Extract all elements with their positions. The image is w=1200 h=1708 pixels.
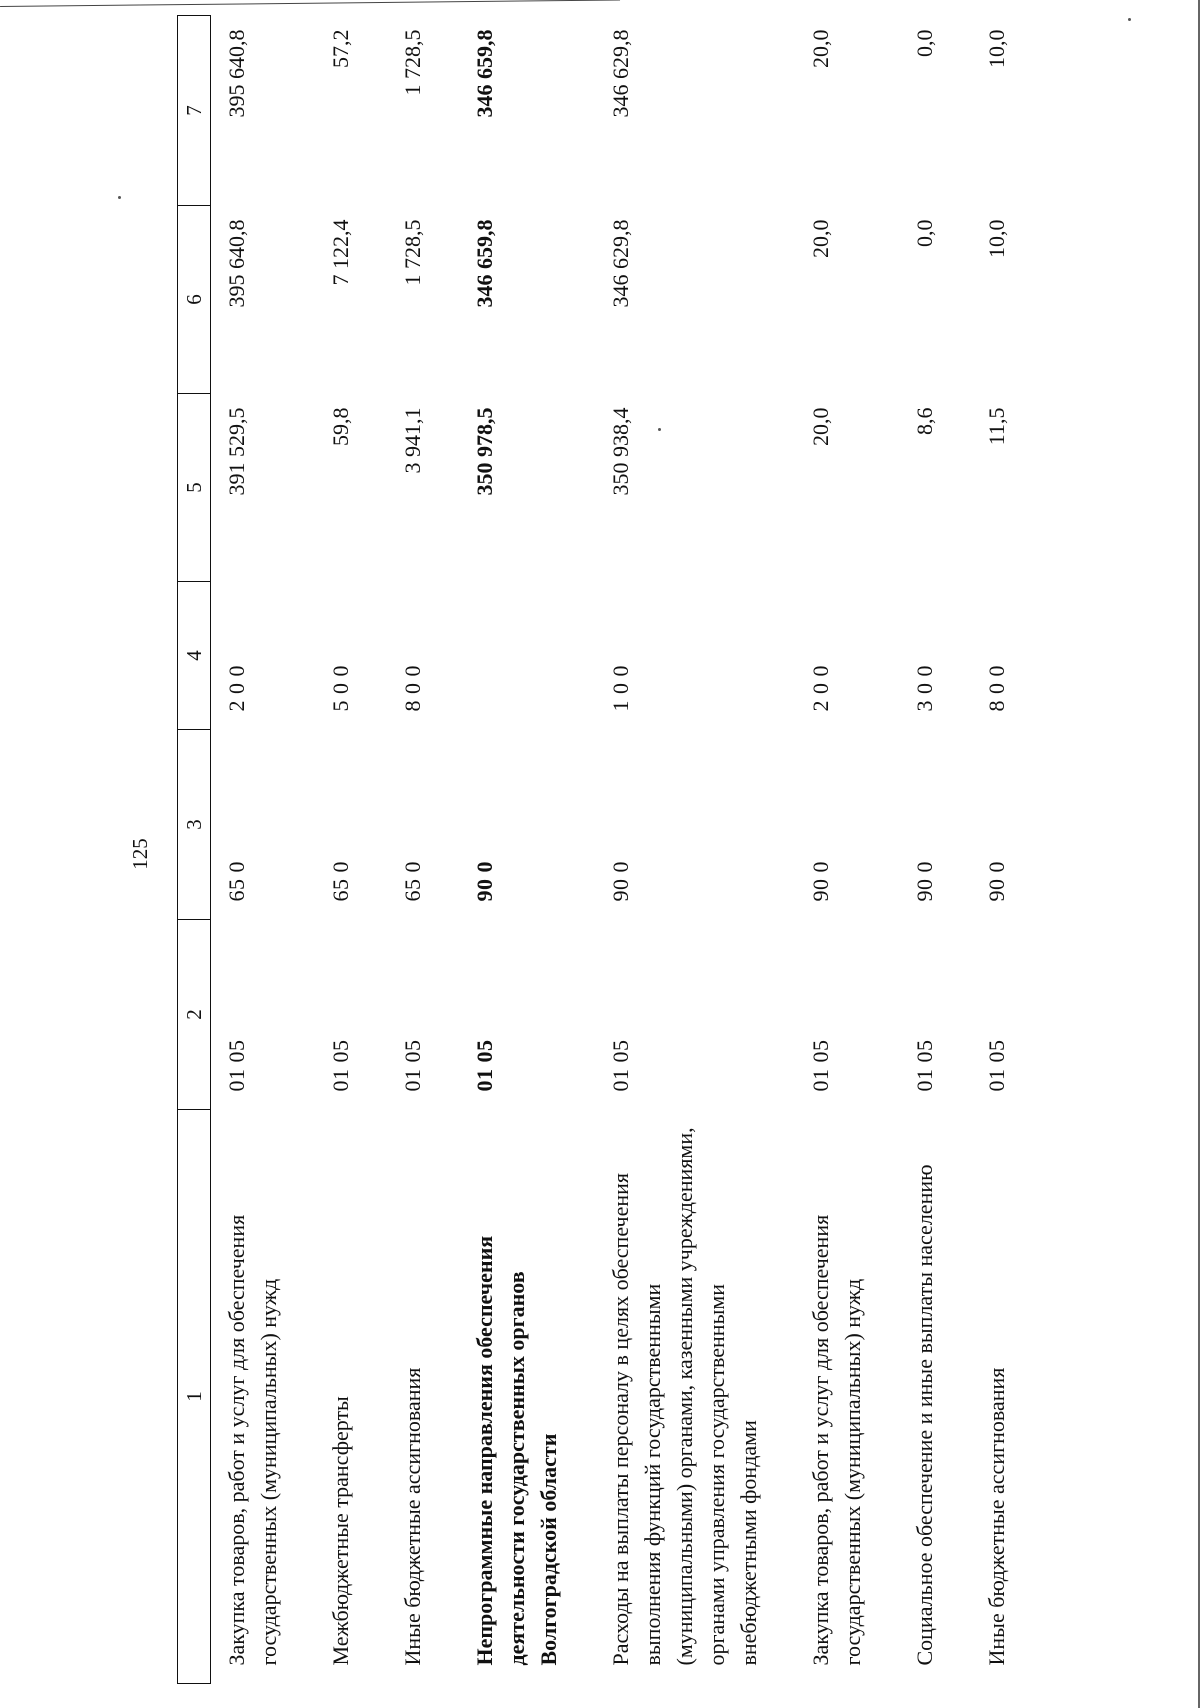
row-col5: 350 938,4 — [608, 407, 633, 496]
row-expense-type: 5 0 0 — [328, 665, 353, 712]
row-col5: 350 978,5 — [472, 407, 497, 496]
row-section: 01 05 — [472, 1039, 497, 1092]
row-name: Межбюджетные трансферты — [328, 1396, 353, 1666]
row-col7: 395 640,8 — [224, 29, 249, 118]
row-expense-type — [469, 582, 605, 730]
row-target: 65 0 — [328, 861, 353, 902]
row-target: 90 0 — [912, 861, 937, 902]
row-section: 01 05 — [224, 1039, 249, 1092]
table-row — [805, 16, 909, 1684]
row-section: 01 05 — [608, 1039, 633, 1092]
row-expense-type: 2 0 0 — [808, 665, 833, 712]
row-section: 01 05 — [808, 1039, 833, 1092]
row-expense-type: 3 0 0 — [912, 665, 937, 712]
row-target: 65 0 — [400, 861, 425, 902]
scan-speck — [118, 196, 121, 199]
header-col-3: 3 — [178, 730, 211, 920]
row-expense-type: 2 0 0 — [224, 665, 249, 712]
row-name: Закупка товаров, работ и услуг для обеспечения государственных (муниципальных) нужд — [808, 1214, 865, 1666]
header-col-7: 7 — [178, 16, 211, 206]
row-col6: 395 640,8 — [224, 219, 249, 308]
row-col7: 20,0 — [808, 29, 833, 68]
row-expense-type: 1 0 0 — [608, 665, 633, 712]
row-col6: 7 122,4 — [328, 219, 353, 286]
row-col6: 346 659,8 — [472, 219, 497, 308]
row-name: Иные бюджетные ассигнования — [400, 1367, 425, 1666]
header-col-4: 4 — [178, 582, 211, 730]
row-target: 65 0 — [224, 861, 249, 902]
header-col-1: 1 — [178, 1110, 211, 1684]
scan-page-edge-top — [0, 0, 620, 7]
budget-table — [177, 15, 1037, 1684]
row-section: 01 05 — [984, 1039, 1009, 1092]
row-col5: 3 941,1 — [400, 407, 425, 474]
row-expense-type: 8 0 0 — [984, 665, 1009, 712]
header-col-5: 5 — [178, 394, 211, 582]
row-name: Иные бюджетные ассигнования — [984, 1367, 1009, 1666]
row-target: 90 0 — [808, 861, 833, 902]
row-target: 90 0 — [472, 861, 497, 902]
row-target: 90 0 — [984, 861, 1009, 902]
row-name: Социальное обеспечение и иные выплаты населению — [912, 1164, 937, 1666]
row-name: Непрограммные направления обеспечения деятельности государственных органов Волгоградской области — [472, 1235, 561, 1666]
header-row — [178, 16, 211, 1684]
row-section: 01 05 — [328, 1039, 353, 1092]
row-name: Закупка товаров, работ и услуг для обеспечения государственных (муниципальных) нужд — [224, 1214, 281, 1666]
row-col6: 1 728,5 — [400, 219, 425, 286]
row-col6: 10,0 — [984, 219, 1009, 258]
row-col7: 346 659,8 — [472, 29, 497, 118]
scan-speck — [1128, 18, 1131, 21]
document-page — [125, 14, 1075, 1694]
row-col5: 8,6 — [912, 407, 937, 435]
row-col5: 20,0 — [808, 407, 833, 446]
table-row — [325, 16, 397, 1684]
row-expense-type: 8 0 0 — [400, 665, 425, 712]
row-section: 01 05 — [912, 1039, 937, 1092]
row-col7: 0,0 — [912, 29, 937, 57]
table-row-subtotal — [469, 16, 605, 1684]
row-target: 90 0 — [608, 861, 633, 902]
row-col6: 346 629,8 — [608, 219, 633, 308]
header-col-6: 6 — [178, 206, 211, 394]
row-col5: 59,8 — [328, 407, 353, 446]
row-col7: 57,2 — [328, 29, 353, 68]
table-row — [397, 16, 469, 1684]
row-col5: 391 529,5 — [224, 407, 249, 496]
page-number: 125 — [128, 838, 152, 870]
table-row — [909, 16, 981, 1684]
row-col7: 1 728,5 — [400, 29, 425, 96]
row-col5: 11,5 — [984, 407, 1009, 446]
table-row — [211, 16, 326, 1684]
row-col7: 10,0 — [984, 29, 1009, 68]
row-name: Расходы на выплаты персоналу в целях обеспечения выполнения функций государственными (муниципальными) органами, казенными учреждениями, органами управления государственными внебюджетными фондами — [608, 1127, 761, 1666]
table-row — [981, 16, 1037, 1684]
header-col-2: 2 — [178, 920, 211, 1110]
row-col6: 0,0 — [912, 219, 937, 247]
table-row — [605, 16, 805, 1684]
row-section: 01 05 — [400, 1039, 425, 1092]
row-col6: 20,0 — [808, 219, 833, 258]
row-col7: 346 629,8 — [608, 29, 633, 118]
